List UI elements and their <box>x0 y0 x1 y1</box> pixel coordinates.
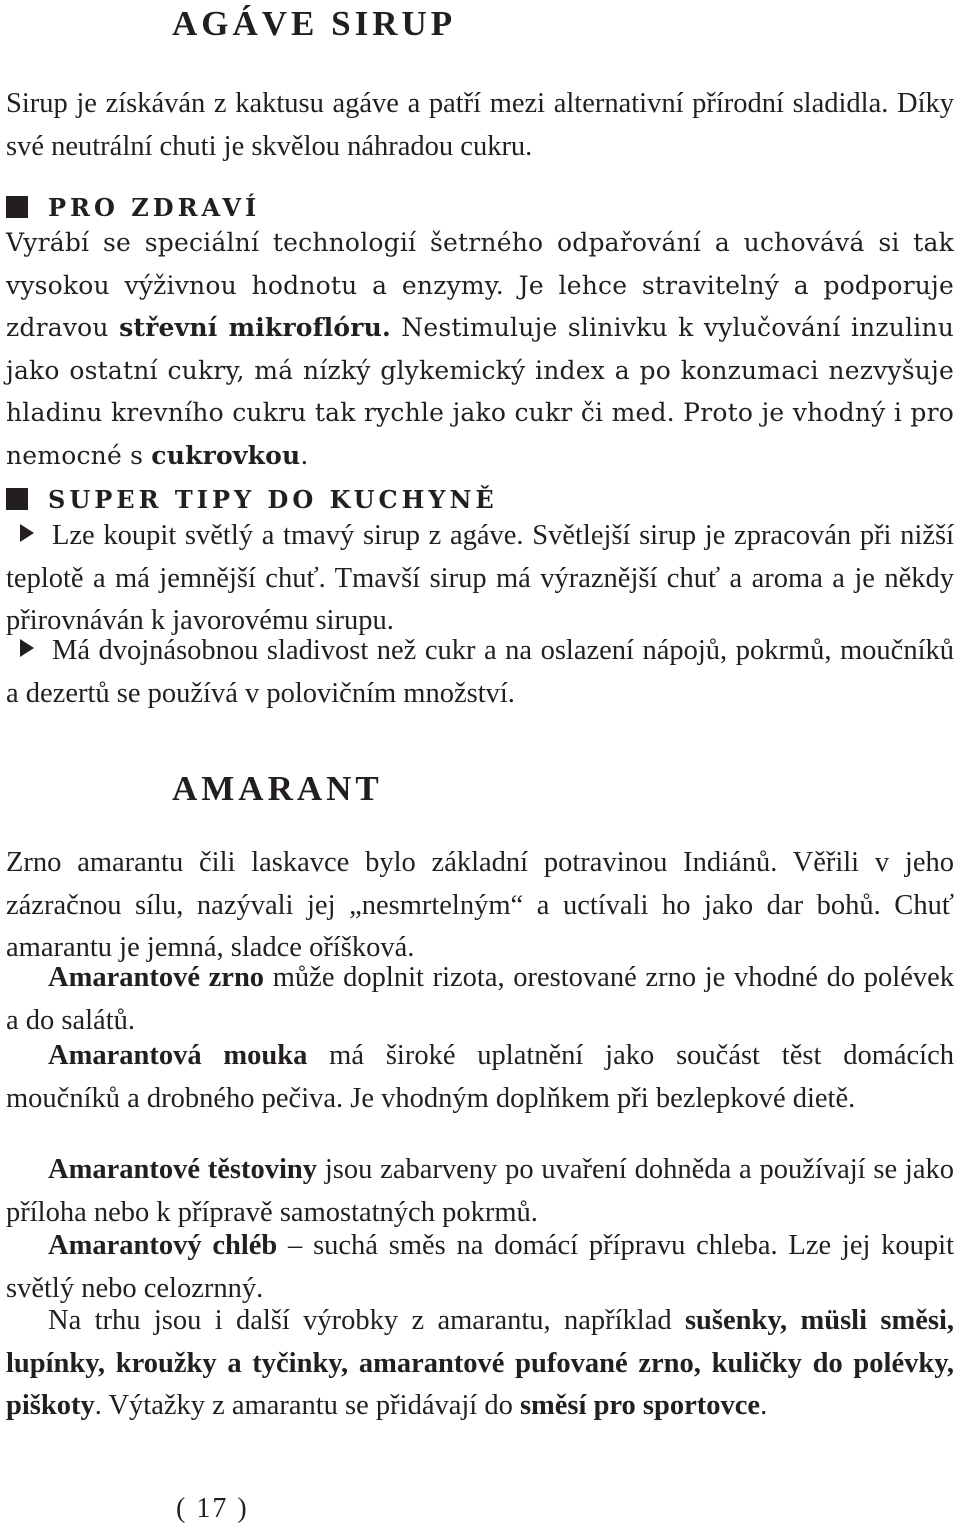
health-bold-1: střevní mikroflóru. <box>119 313 391 342</box>
health-text-2: Nestimuluje slinivku k vylučování inzulinu jako ostatní cukry, má nízký glykemický index a po konzumaci nezvyšuje hladinu krevního cukru tak rychle jako cukr či med. Proto je vhodný i pro nemocné s <box>6 313 954 470</box>
p2-bold: Amarantová mouka <box>48 1040 308 1071</box>
arrow-right-icon <box>20 639 34 657</box>
health-text <box>6 222 954 477</box>
health-bold-2: cukrovkou <box>151 440 301 470</box>
p5-bold-2: směsí pro sportovce <box>519 1390 761 1421</box>
p3-text: jsou zabarveny po uvaření dohněda a používají se jako příloha nebo k přípravě samostatných pokrmů. <box>6 1154 954 1228</box>
p5-bold-1: sušenky, müsli směsi, lupínky, kroužky a tyčinky, amarantové pufované zrno, kuličky do polévky, piškoty <box>6 1305 954 1421</box>
p4-bold: Amarantový chléb <box>48 1230 278 1261</box>
square-bullet-icon <box>6 488 28 510</box>
page-number: ( 17 ) <box>176 1493 249 1524</box>
amarant-title: AMARANT <box>172 769 383 808</box>
amarant-intro: Zrno amarantu čili laskavce bylo základní potravinou Indiánů. Věřili v jeho zázračnou sílu, nazývali jej „nesmrtelným“ a uctívali ho jako dar bohů. Chuť amarantu je jemná, sladce oříšková. <box>6 847 954 963</box>
tip-1 <box>6 515 954 643</box>
p4-text: – suchá směs na domácí přípravu chleba. Lze jej koupit světlý nebo celozrnný. <box>6 1230 955 1304</box>
health-text-3: . <box>300 440 309 470</box>
tip-2-text: Má dvojnásobnou sladivost než cukr a na oslazení nápojů, pokrmů, moučníků a dezertů se používá v polovičním množství. <box>6 635 954 709</box>
health-heading-label: PRO ZDRAVÍ <box>48 192 261 222</box>
agave-title: AGÁVE SIRUP <box>172 4 457 43</box>
p1-bold: Amarantové zrno <box>48 962 265 993</box>
p1-text: může doplnit rizota, orestované zrno je vhodné do polévek a do salátů. <box>6 962 954 1036</box>
p5-text-3: . <box>760 1390 768 1421</box>
amarant-para-5 <box>6 1300 954 1428</box>
agave-intro: Sirup je získáván z kaktusu agáve a patří mezi alternativní přírodní sladidla. Díky své neutrální chuti je skvělou náhradou cukru. <box>6 88 954 162</box>
health-text-1: Vyrábí se speciální technologií šetrného odpařování a uchovává si tak vysokou výživnou hodnotu a enzymy. Je lehce stravitelný a podporuje zdravou <box>6 228 954 342</box>
tips-heading-label: SUPER TIPY DO KUCHYNĚ <box>48 484 498 514</box>
amarant-para-2 <box>6 1035 954 1120</box>
arrow-right-icon <box>20 524 34 542</box>
tip-2 <box>6 630 954 715</box>
square-bullet-icon <box>6 196 28 218</box>
p3-bold: Amarantové těstoviny <box>48 1154 318 1185</box>
health-heading <box>6 187 260 227</box>
tips-heading <box>6 479 498 519</box>
amarant-para-1 <box>6 957 954 1042</box>
amarant-para-3 <box>6 1149 954 1234</box>
p5-text-2: . Výtažky z amarantu se přidávají do <box>94 1390 520 1421</box>
tip-1-text: Lze koupit světlý a tmavý sirup z agáve. Světlejší sirup je zpracován při nižší teplotě a má jemnější chuť. Tmavší sirup má výraznější chuť a aroma a je někdy přirovnáván k javorovému sirupu. <box>6 520 954 636</box>
amarant-para-4 <box>6 1225 954 1310</box>
p2-text: má široké uplatnění jako součást těst domácích moučníků a drobného pečiva. Je vhodným doplňkem při bezlepkové dietě. <box>6 1040 954 1114</box>
p5-text-1: Na trhu jsou i další výrobky z amarantu, například <box>48 1305 685 1336</box>
